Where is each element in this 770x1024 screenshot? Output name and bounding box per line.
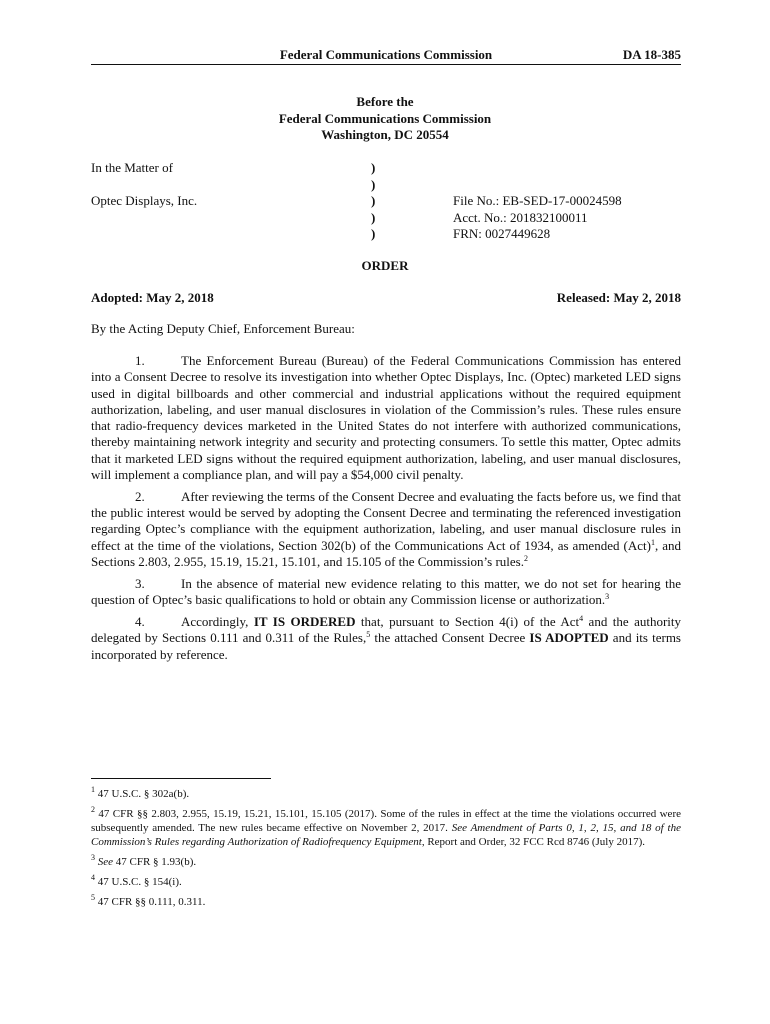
- paragraph-number: 3.: [135, 575, 145, 591]
- paragraph-2: [91, 489, 681, 570]
- caption-block: [0, 94, 770, 144]
- footnote-1: [91, 787, 681, 801]
- footnote-text: 47 U.S.C. § 302a(b).: [95, 788, 190, 800]
- dates-line: [91, 290, 681, 306]
- paragraph-text: and its terms incorporated by reference.: [91, 630, 681, 662]
- paren: ): [371, 226, 376, 241]
- released-date: Released: May 2, 2018: [556, 290, 681, 305]
- footnote-mark: 3: [91, 853, 95, 862]
- footnote-4: [91, 875, 681, 889]
- matter-left: [91, 160, 197, 210]
- footnote-ref: 1: [650, 537, 655, 547]
- footnote-text: , Report and Order, 32 FCC Rcd 8746 (July 2017).: [421, 836, 646, 848]
- matter-identifiers: [453, 193, 622, 243]
- paragraph-text: the attached Consent Decree: [370, 630, 530, 646]
- order-title: ORDER: [361, 258, 409, 273]
- paragraph-text: , and Sections 2.803, 2.955, 15.19, 15.21, 15.101, and 15.105 of the Commission’s rules.: [91, 537, 681, 570]
- footnote-3: [91, 855, 681, 869]
- footnote-ref: 2: [523, 554, 528, 564]
- footnote-mark: 5: [91, 893, 95, 902]
- paragraph-text: and the authority delegated by Sections 0.111 and 0.311 of the Rules,: [91, 613, 682, 646]
- paren: ): [371, 176, 376, 192]
- footnote-text: 47 CFR § 1.93(b).: [113, 856, 197, 868]
- caption-before: Before the: [356, 94, 414, 109]
- footnote-signal: See: [95, 856, 114, 868]
- account-number: Acct. No.: 201832100011: [453, 209, 588, 225]
- bold-phrase: IS ADOPTED: [529, 630, 609, 646]
- caption-commission: Federal Communications Commission: [278, 110, 492, 126]
- paren: ): [371, 160, 376, 175]
- header-agency: Federal Communications Commission: [279, 47, 493, 62]
- paragraph-text: that, pursuant to Section 4(i) of the Act: [355, 613, 580, 629]
- adopted-date: Adopted: May 2, 2018: [91, 290, 214, 305]
- page-header: [91, 47, 681, 65]
- paragraph-4: [91, 614, 681, 663]
- paragraph-number: 1.: [135, 353, 145, 368]
- paragraph-3: [91, 576, 681, 609]
- footnote-mark: 2: [91, 805, 95, 814]
- paren: ): [371, 193, 376, 208]
- footnote-mark: 1: [91, 785, 95, 794]
- paragraph-number: 4.: [135, 613, 145, 629]
- footnote-5: [91, 895, 681, 909]
- footnote-ref: 3: [605, 592, 610, 602]
- footnote-text: 47 U.S.C. § 154(i).: [95, 876, 182, 888]
- paragraph-text: After reviewing the terms of the Consent Decree and evaluating the facts before us, we find that the public interest would be served by adopting the Consent Decree and terminating the referenced investigation regarding Optec’s compliance with the equipment authorization, labeling, and user manual disclosure rules in effect at the time of the violations, Section 302(b) of the Communications Act of 1934, as amended (Act): [91, 488, 681, 553]
- paren: ): [371, 209, 376, 225]
- caption-location: Washington, DC 20554: [321, 127, 449, 142]
- paragraph-text: In the absence of material new evidence relating to this matter, we do not set for hearing the question of Optec’s basic qualifications to hold or obtain any Commission license or authorization.: [91, 575, 681, 608]
- in-the-matter-label: In the Matter of: [91, 160, 173, 175]
- bold-phrase: IT IS ORDERED: [253, 613, 356, 629]
- file-number: File No.: EB-SED-17-00024598: [453, 193, 622, 208]
- by-line: By the Acting Deputy Chief, Enforcement Bureau:: [91, 321, 355, 336]
- footnote-divider: [91, 778, 271, 779]
- paragraph-1: [91, 353, 681, 483]
- paragraph-text: The Enforcement Bureau (Bureau) of the Federal Communications Commission has entered into a Consent Decree to resolve its investigation into whether Optec Displays, Inc. (Optec) marketed LED signs used in digital billboards and other commercial and industrial applications without the required equipment authorization, labeling, and user manual disclosures in violation of the Commission’s rules. These rules ensure that radio-frequency devices marketed in the United States do not interfere with authorized communications, thereby maintaining network integrity and security and protecting consumers. To settle this matter, Optec admits that it marketed LED signs without the required equipment authorization, labeling, and user manual disclosures, will implement a compliance plan, and will pay a $54,000 civil penalty.: [91, 353, 681, 483]
- order-body: [91, 353, 681, 668]
- footnote-citation: See Amendment of Parts 0, 1, 2, 15, and 18 of the Commission’s Rules regarding Authorization of Radiofrequency Equipment: [91, 822, 681, 848]
- paragraph-text: Accordingly,: [181, 613, 254, 629]
- footnote-ref: 5: [366, 630, 371, 640]
- footnote-mark: 4: [91, 873, 95, 882]
- paragraph-number: 2.: [135, 488, 145, 504]
- footnote-ref: 4: [579, 613, 584, 623]
- footnote-2: [91, 807, 681, 849]
- header-doc-number: DA 18-385: [622, 47, 681, 62]
- frn-number: FRN: 0027449628: [453, 226, 551, 241]
- footnote-text: 47 CFR §§ 2.803, 2.955, 15.19, 15.21, 15.101, 15.105 (2017). Some of the rules in effect at the time the violations occurred were subsequently amended. The new rules became effective on November 2, 2017.: [91, 808, 681, 834]
- footnote-text: 47 CFR §§ 0.111, 0.311.: [95, 896, 206, 908]
- matter-parens: [371, 160, 375, 243]
- footnotes: [91, 787, 681, 915]
- party-name: Optec Displays, Inc.: [91, 193, 198, 208]
